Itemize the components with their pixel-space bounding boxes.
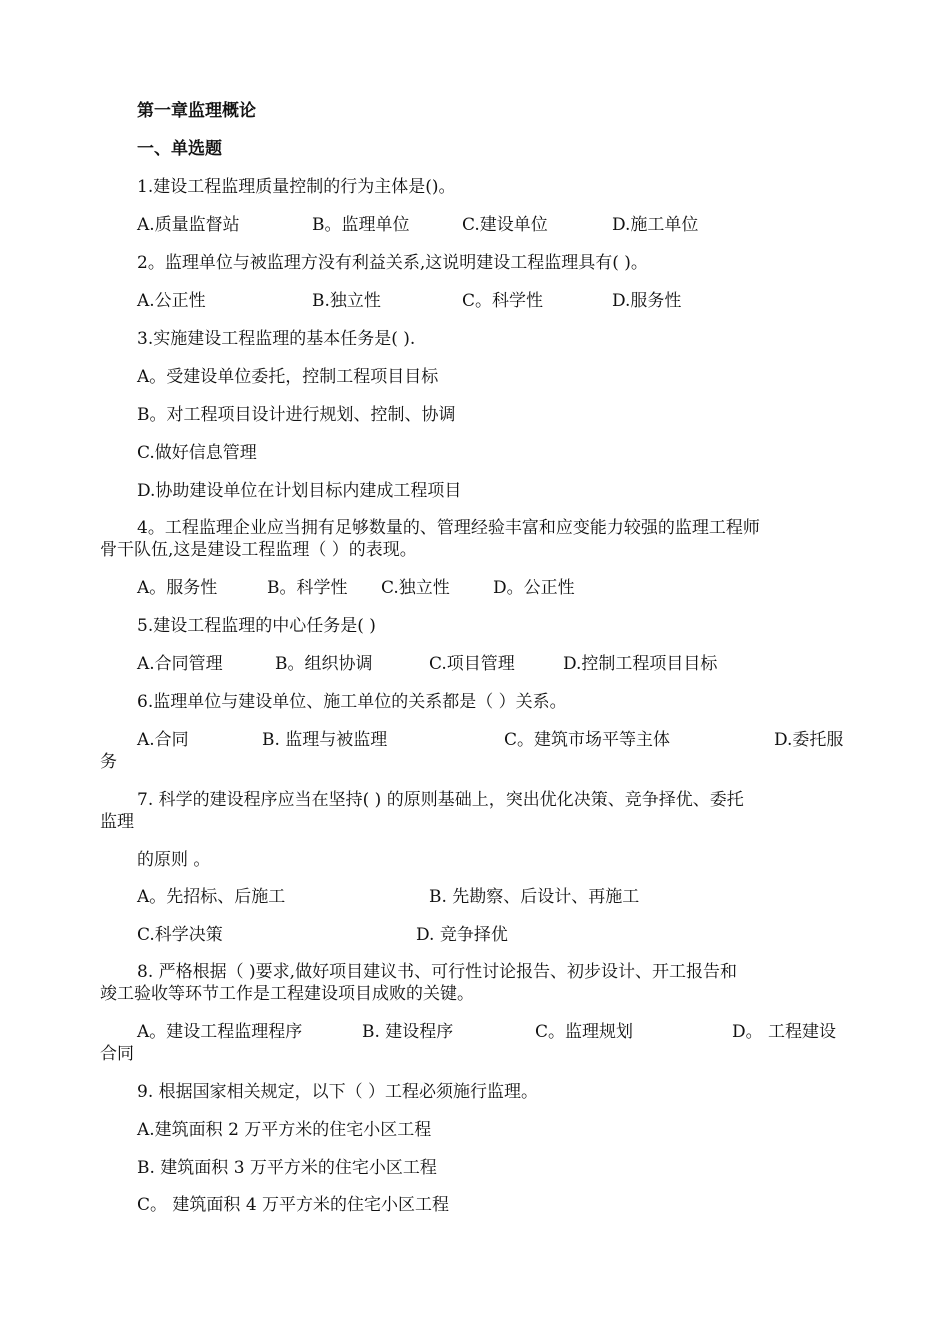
option-d: D。 工程建设 [732,1022,837,1042]
option-c: C.科学决策 [137,925,223,945]
question-9-option-c: C。 建筑面积 4 万平方米的住宅小区工程 [137,1195,450,1215]
option-d: D.服务性 [612,291,682,311]
question-9-stem: 9. 根据国家相关规定，以下（ ）工程必须施行监理。 [137,1082,539,1102]
option-c: C.项目管理 [429,654,515,674]
question-7-stem-line-1: 7. 科学的建设程序应当在坚持( ) 的原则基础上，突出优化决策、竞争择优、委托 [137,790,744,810]
question-8-stem-line-2: 竣工验收等环节工作是工程建设项目成败的关键。 [100,984,474,1004]
option-a: A。先招标、后施工 [137,887,286,907]
option-c: C。科学性 [462,291,544,311]
question-1-stem: 1.建设工程监理质量控制的行为主体是()。 [137,177,456,197]
option-b: B. 监理与被监理 [262,730,388,750]
option-b: B. 建设程序 [362,1022,454,1042]
question-7-stem-line-2: 监理 [100,812,134,832]
option-c: C。建筑市场平等主体 [504,730,671,750]
chapter-title: 第一章监理概论 [137,101,256,121]
question-4-stem-line-2: 骨干队伍,这是建设工程监理（ ）的表现。 [100,540,417,560]
option-b: B。科学性 [267,578,348,598]
question-8-stem-line-1: 8. 严格根据（ )要求,做好项目建议书、可行性讨论报告、初步设计、开工报告和 [137,962,738,982]
question-6-option-wrap: 务 [100,752,117,772]
question-3-option-a: A。受建设单位委托，控制工程项目目标 [137,367,439,387]
option-c: C.独立性 [381,578,450,598]
question-2-stem: 2。监理单位与被监理方没有利益关系,这说明建设工程监理具有( )。 [137,253,648,273]
option-a: A.质量监督站 [137,215,240,235]
option-a: A.公正性 [137,291,206,311]
option-c: C.建设单位 [462,215,548,235]
option-b: B.独立性 [312,291,381,311]
question-3-option-b: B。对工程项目设计进行规划、控制、协调 [137,405,456,425]
option-d: D.委托服 [774,730,844,750]
option-d: D. 竞争择优 [416,925,508,945]
option-a: A.合同 [137,730,189,750]
question-6-stem: 6.监理单位与建设单位、施工单位的关系都是（ ）关系。 [137,692,567,712]
question-9-option-a: A.建筑面积 2 万平方米的住宅小区工程 [137,1120,432,1140]
option-a: A。建设工程监理程序 [137,1022,303,1042]
option-b: B. 先勘察、后设计、再施工 [429,887,640,907]
section-title: 一、单选题 [137,139,222,159]
question-8-option-wrap: 合同 [100,1044,134,1064]
option-d: D。公正性 [493,578,575,598]
question-3-stem: 3.实施建设工程监理的基本任务是( ). [137,329,416,349]
option-a: A.合同管理 [137,654,223,674]
option-d: D.控制工程项目目标 [563,654,718,674]
question-5-stem: 5.建设工程监理的中心任务是( ) [137,616,376,636]
option-c: C。监理规划 [535,1022,634,1042]
question-3-option-c: C.做好信息管理 [137,443,257,463]
question-4-stem-line-1: 4。工程监理企业应当拥有足够数量的、管理经验丰富和应变能力较强的监理工程师 [137,518,760,538]
option-b: B。组织协调 [275,654,373,674]
question-3-option-d: D.协助建设单位在计划目标内建成工程项目 [137,481,462,501]
question-7-stem-line-3: 的原则 。 [137,850,211,870]
option-a: A。服务性 [137,578,218,598]
question-9-option-b: B. 建筑面积 3 万平方米的住宅小区工程 [137,1158,437,1178]
option-d: D.施工单位 [612,215,699,235]
option-b: B。监理单位 [312,215,410,235]
